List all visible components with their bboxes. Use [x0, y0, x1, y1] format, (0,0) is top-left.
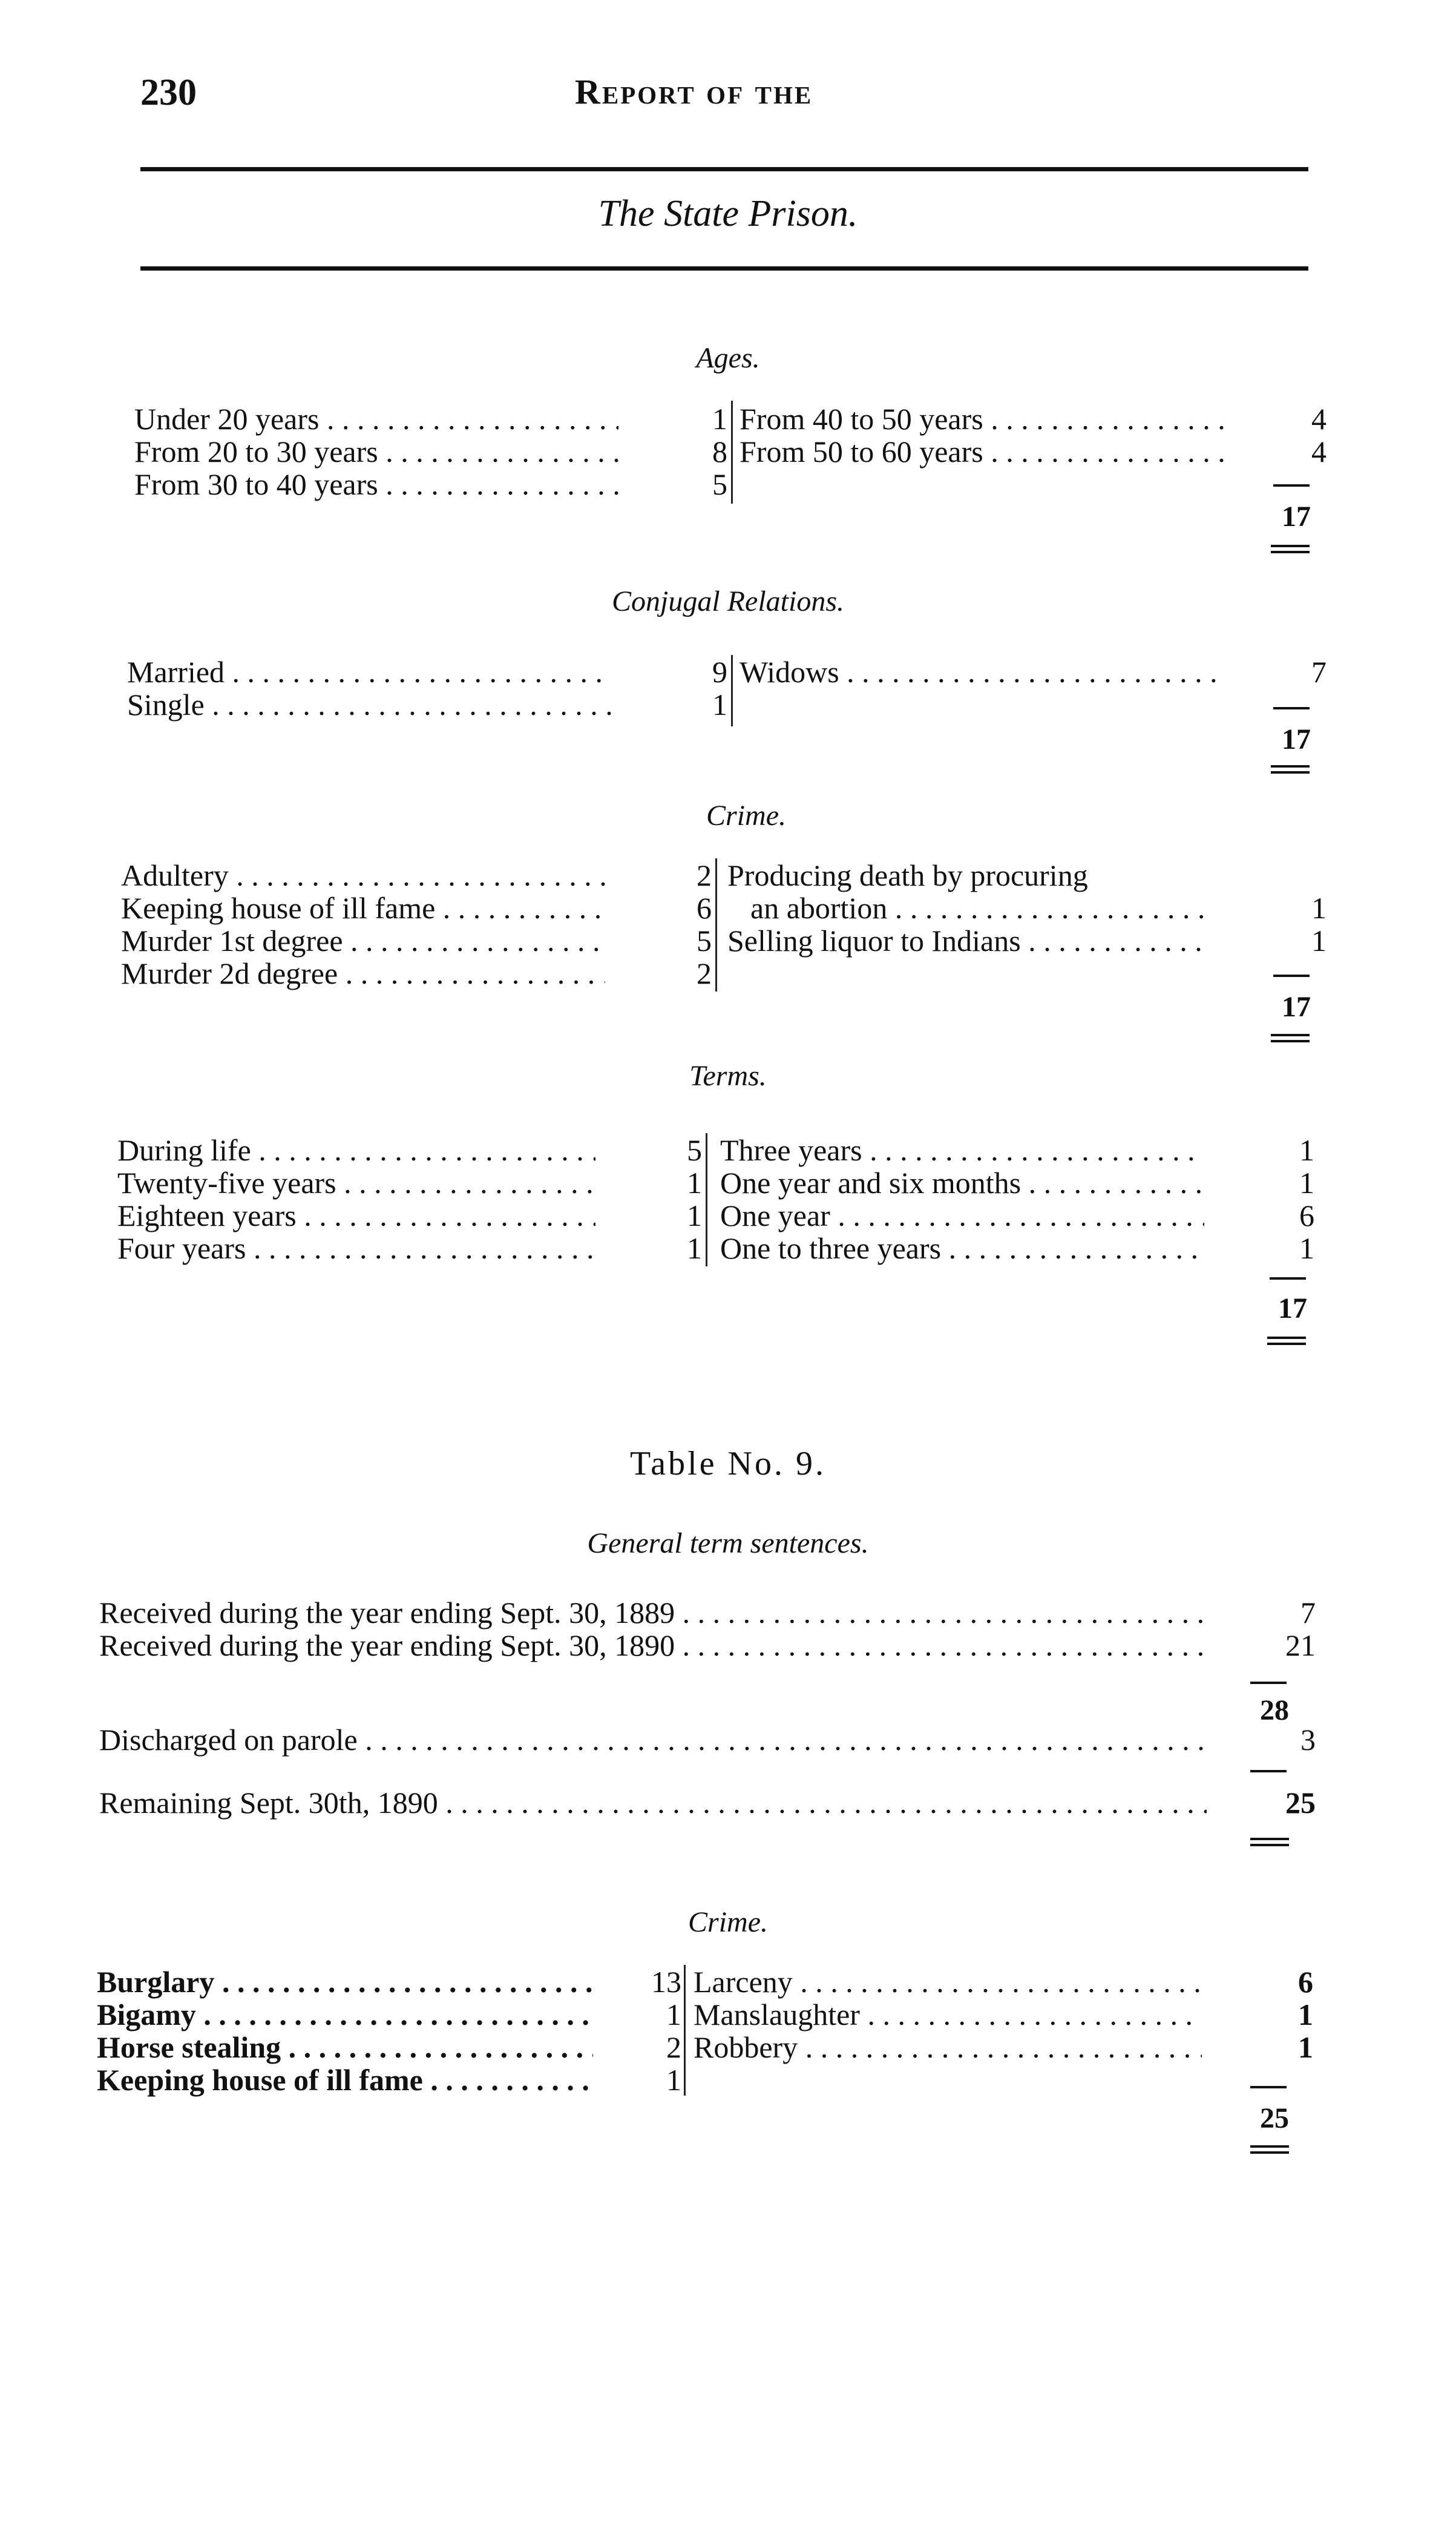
- terms-row: [117, 1231, 1340, 1265]
- crime2-row: [97, 1998, 1343, 2031]
- table9-row-value: 21: [1285, 1628, 1316, 1662]
- crime-double-rule: [1271, 1034, 1310, 1042]
- crime-right-label: Selling liquor to Indians . . .: [727, 924, 1212, 958]
- crime-left-label: Adultery . . .: [121, 858, 605, 892]
- crime-right-label: an abortion . . .: [750, 891, 1210, 925]
- crime-right-value: 1: [1311, 924, 1326, 958]
- terms-left-label: Eighteen years . . .: [117, 1199, 595, 1232]
- table9-discharged-value: 3: [1300, 1723, 1316, 1757]
- crime-row: [121, 891, 1343, 925]
- crime2-left-value: 1: [666, 2063, 681, 2097]
- crime-row: [121, 956, 1343, 990]
- crime2-row: [97, 2030, 1343, 2064]
- terms-left-label: During life . . .: [117, 1133, 595, 1167]
- conjugal-sum-rule: [1273, 707, 1310, 709]
- ages-row: [134, 435, 1345, 469]
- terms-right-label: Three years . . .: [720, 1133, 1204, 1167]
- terms-right-label: One to three years . . .: [720, 1231, 1204, 1265]
- table9-row-value: 7: [1300, 1596, 1316, 1630]
- terms-left-label: Twenty-five years . . .: [117, 1166, 595, 1200]
- crime-left-label: Murder 2d degree . . .: [121, 956, 605, 990]
- table9-remaining-label: Remaining Sept. 30th, 1890 . . .: [99, 1786, 1207, 1820]
- terms-row: [117, 1166, 1340, 1200]
- crime2-total: 25: [1260, 2102, 1289, 2134]
- ages-total: 17: [1282, 501, 1311, 533]
- section-title: The State Prison.: [598, 193, 858, 234]
- ages-right-value: 4: [1311, 402, 1326, 436]
- terms-total: 17: [1278, 1292, 1307, 1324]
- crime-left-label: Murder 1st degree . . .: [121, 924, 605, 958]
- table9-row-label: Received during the year ending Sept. 30, 1889 . . .: [99, 1596, 1207, 1630]
- crime-right-value: 1: [1311, 891, 1326, 925]
- header-rule-bottom: [140, 266, 1308, 271]
- table9-discharged-row: [99, 1723, 1346, 1757]
- ages-left-label: From 30 to 40 years . . .: [134, 467, 618, 501]
- crime2-left-value: 13: [651, 1965, 681, 1999]
- ages-right-label: From 40 to 50 years . . .: [739, 402, 1230, 436]
- ages-double-rule: [1271, 545, 1310, 553]
- table9-discharged-label: Discharged on parole . . .: [99, 1723, 1207, 1757]
- terms-row: [117, 1133, 1340, 1167]
- crime2-right-label: Larceny . . .: [694, 1965, 1202, 1999]
- crime2-left-value: 2: [666, 2030, 681, 2064]
- crime-row: [121, 858, 1343, 892]
- ages-heading: Ages.: [696, 342, 760, 374]
- table9-remaining-row: [99, 1786, 1346, 1820]
- terms-right-label: One year and six months . . .: [720, 1166, 1204, 1200]
- terms-left-value: 1: [687, 1199, 702, 1232]
- terms-left-value: 1: [687, 1166, 702, 1200]
- conjugal-row: [127, 688, 1337, 722]
- conjugal-row: [127, 655, 1337, 689]
- crime2-right-label: Manslaughter . . .: [694, 1998, 1202, 2031]
- crime-left-value: 2: [697, 956, 712, 990]
- terms-left-value: 5: [687, 1133, 702, 1167]
- terms-left-value: 1: [687, 1231, 702, 1265]
- ages-left-value: 8: [712, 435, 727, 469]
- terms-right-value: 6: [1299, 1199, 1314, 1232]
- table9-remaining-value: 25: [1285, 1786, 1316, 1820]
- conjugal-right-value: 7: [1311, 655, 1326, 689]
- terms-heading: Terms.: [689, 1060, 767, 1092]
- crime2-left-label: Burglary . . .: [97, 1965, 593, 1999]
- running-head: [575, 71, 813, 112]
- crime-left-value: 6: [697, 891, 712, 925]
- conjugal-double-rule: [1271, 765, 1310, 774]
- table9-row-label: Received during the year ending Sept. 30, 1890 . . .: [99, 1628, 1207, 1662]
- ages-left-value: 1: [712, 402, 727, 436]
- crime-left-value: 5: [697, 924, 712, 958]
- crime2-row: [97, 1965, 1343, 1999]
- conjugal-left-label: Married . . .: [127, 655, 611, 689]
- table-subtitle: General term sentences.: [587, 1527, 869, 1559]
- crime2-right-value: 6: [1298, 1965, 1313, 1999]
- conjugal-left-value: 1: [712, 688, 727, 722]
- conjugal-right-label: Widows . . .: [739, 655, 1224, 689]
- crime2-right-value: 1: [1298, 1998, 1313, 2031]
- ages-left-value: 5: [712, 467, 727, 501]
- conjugal-left-value: 9: [712, 655, 727, 689]
- crime2-right-value: 1: [1298, 2030, 1313, 2064]
- crime2-left-label: Horse stealing . . .: [97, 2030, 593, 2064]
- terms-right-value: 1: [1299, 1166, 1314, 1200]
- crime2-sum-rule: [1250, 2086, 1287, 2088]
- crime2-left-label: Bigamy . . .: [97, 1998, 593, 2031]
- crime-right-label: Producing death by procuring: [727, 858, 1088, 892]
- ages-left-label: Under 20 years . . .: [134, 402, 618, 436]
- crime2-left-label: Keeping house of ill fame . . .: [97, 2063, 593, 2097]
- conjugal-left-label: Single . . .: [127, 688, 611, 722]
- conjugal-total: 17: [1282, 723, 1311, 755]
- crime2-row: [97, 2063, 1343, 2097]
- table-title: Table No. 9.: [629, 1445, 826, 1482]
- ages-row: [134, 467, 1345, 501]
- table9-row: [99, 1628, 1346, 1662]
- running-head-text: Report of the: [575, 72, 813, 111]
- table9-sum-rule: [1250, 1682, 1287, 1684]
- ages-row: [134, 402, 1345, 436]
- crime2-left-value: 1: [666, 1998, 681, 2031]
- ages-right-value: 4: [1311, 435, 1326, 469]
- crime2-right-label: Robbery . . .: [694, 2030, 1202, 2064]
- terms-right-label: One year . . .: [720, 1199, 1204, 1232]
- terms-sum-rule: [1270, 1277, 1306, 1280]
- crime2-double-rule: [1250, 2145, 1289, 2154]
- ages-left-label: From 20 to 30 years . . .: [134, 435, 618, 469]
- ages-right-label: From 50 to 60 years . . .: [739, 435, 1230, 469]
- table9-subtotal: 28: [1260, 1694, 1289, 1726]
- conjugal-heading: Conjugal Relations.: [612, 585, 844, 617]
- crime2-heading: Crime.: [688, 1906, 768, 1938]
- page-number: 230: [140, 72, 197, 113]
- crime-sum-rule: [1273, 975, 1310, 977]
- terms-row: [117, 1199, 1340, 1232]
- crime-left-label: Keeping house of ill fame . . .: [121, 891, 605, 925]
- terms-right-value: 1: [1299, 1133, 1314, 1167]
- crime-row: [121, 924, 1343, 958]
- table9-row: [99, 1596, 1346, 1630]
- header-rule-top: [140, 167, 1308, 171]
- terms-double-rule: [1267, 1337, 1306, 1345]
- table9-double-rule: [1250, 1838, 1289, 1846]
- ages-sum-rule: [1273, 484, 1310, 487]
- terms-left-label: Four years . . .: [117, 1231, 595, 1265]
- table9-remaining-rule: [1250, 1770, 1287, 1772]
- crime-total: 17: [1282, 991, 1311, 1023]
- terms-right-value: 1: [1299, 1231, 1314, 1265]
- crime-left-value: 2: [697, 858, 712, 892]
- crime-heading: Crime.: [706, 800, 786, 832]
